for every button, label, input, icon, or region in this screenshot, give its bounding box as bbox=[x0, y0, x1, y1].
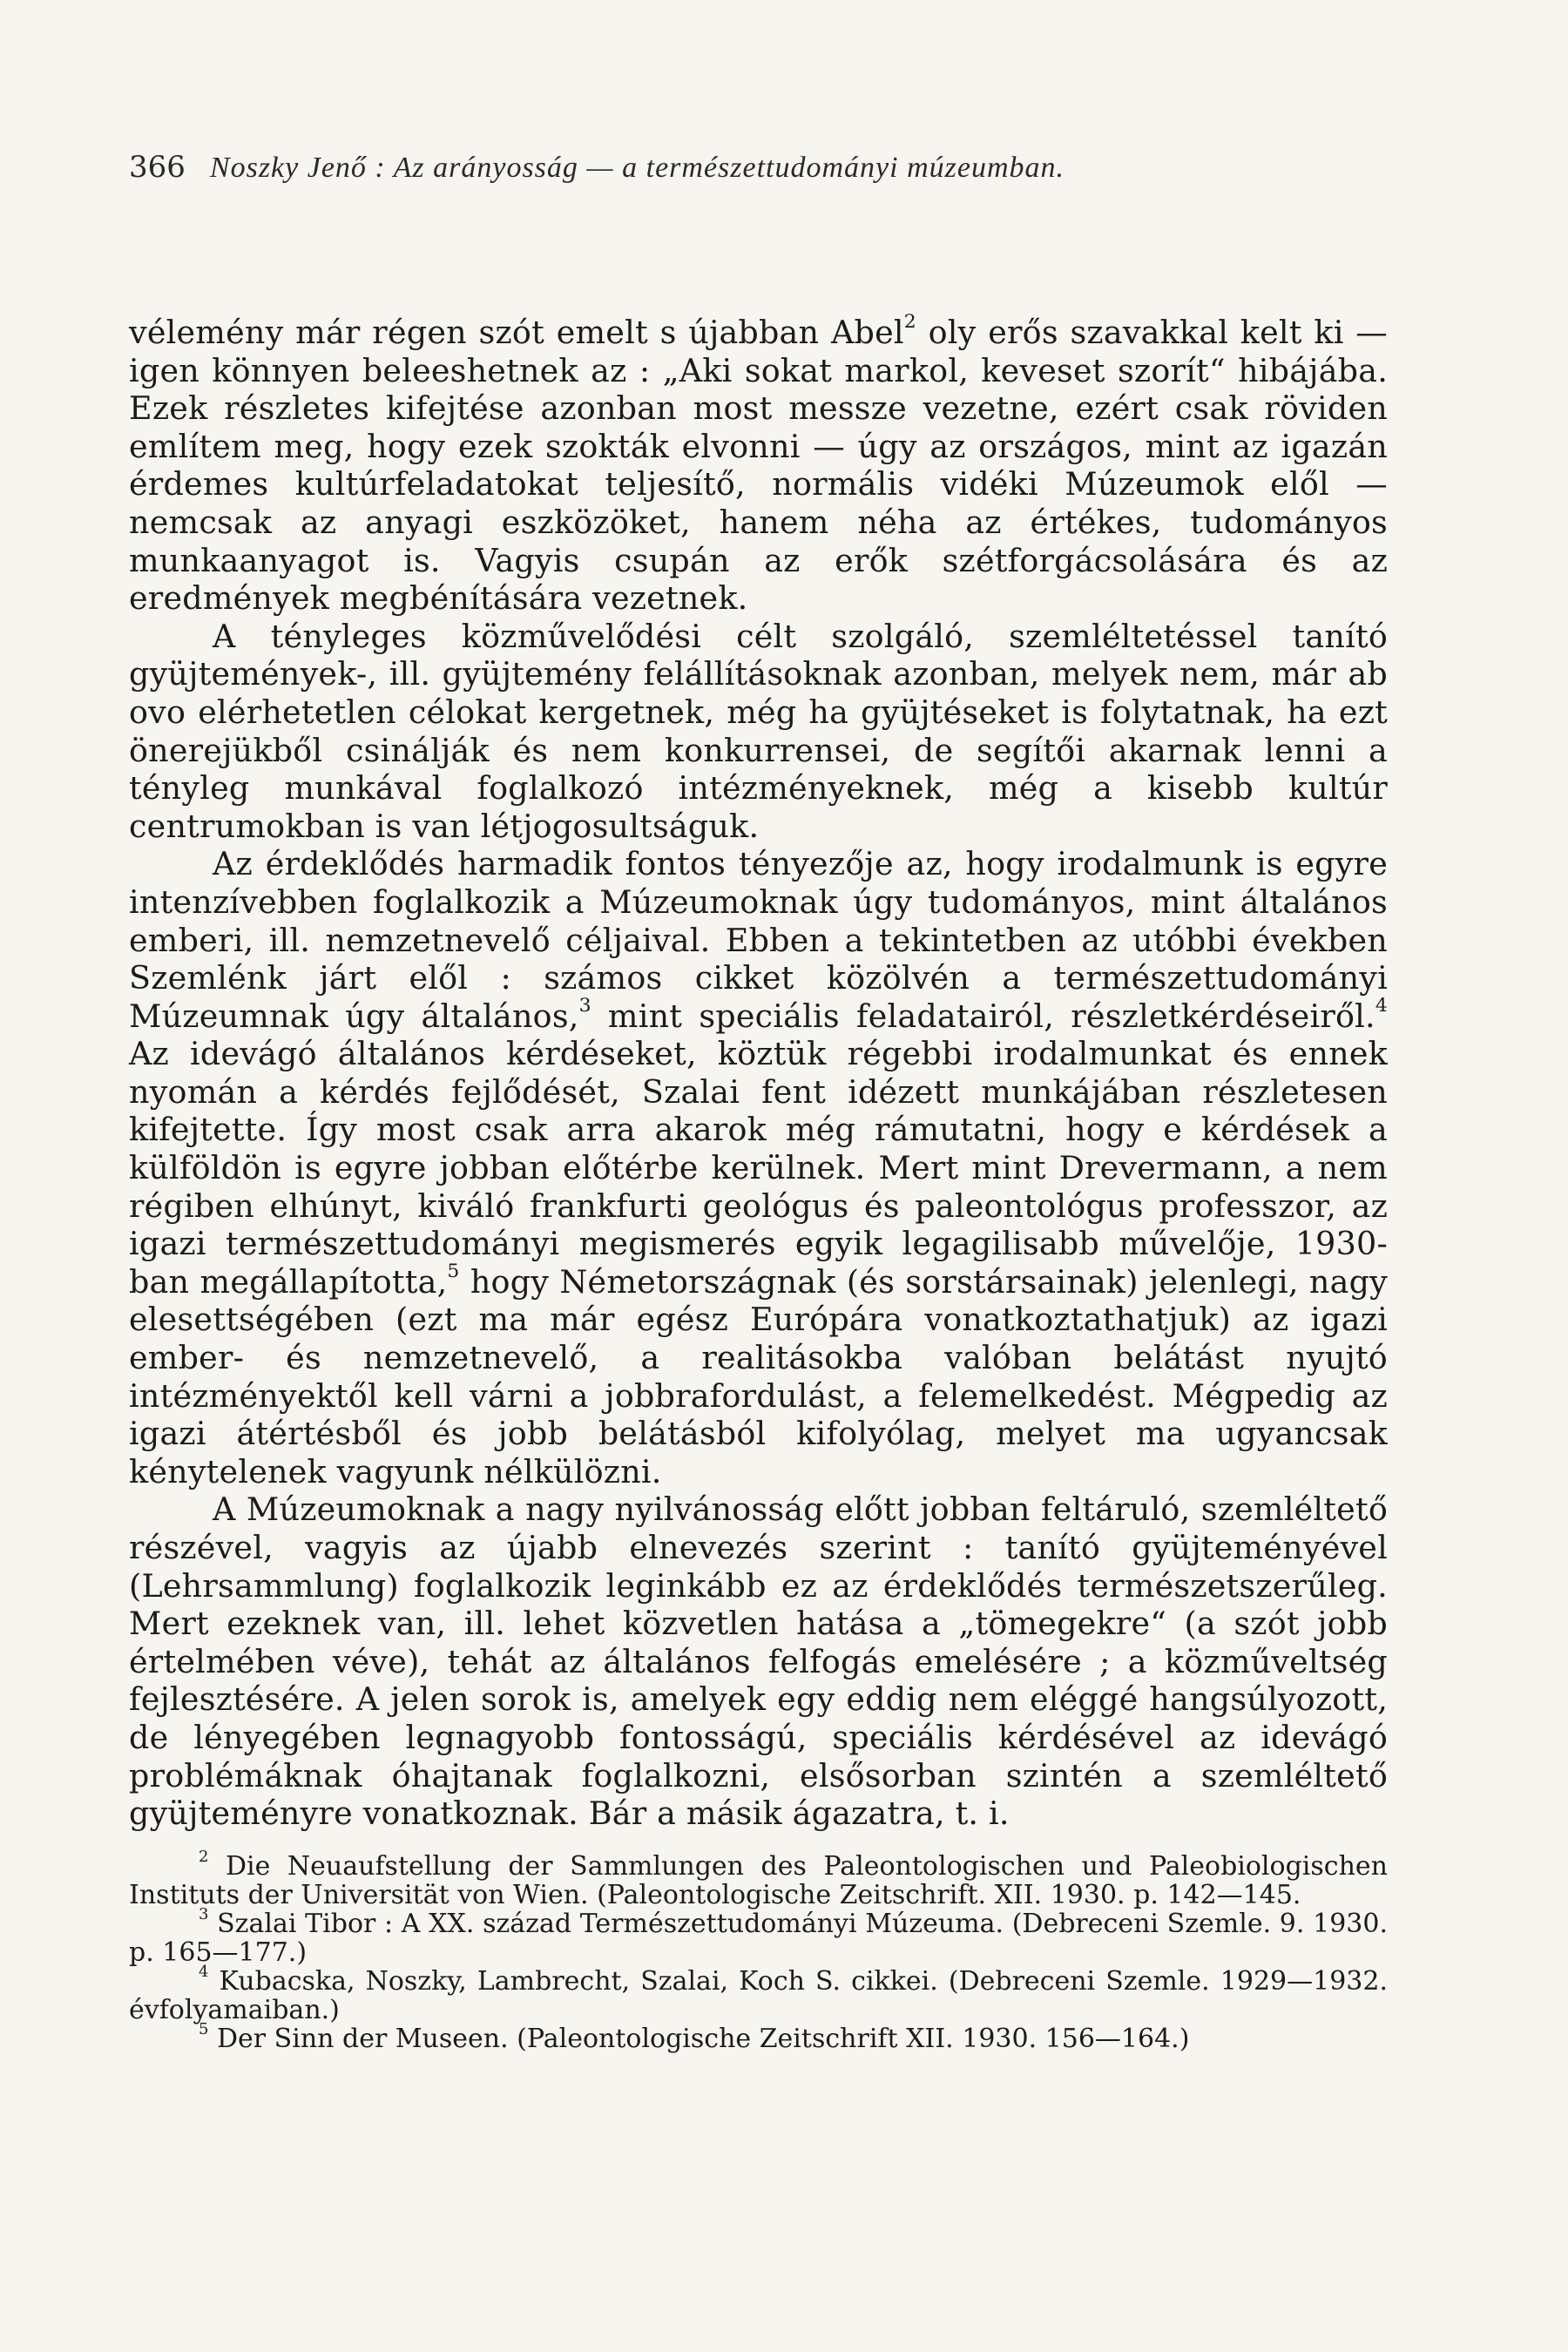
paragraph-1 bbox=[129, 311, 1389, 618]
footnote-text: Die Neuaufstellung der Sammlungen des Paleontologischen und Paleobiologischen Instituts der Universität von Wien. (Paleontologische Zeitschrift. XII. 1930. p. 142—145. bbox=[129, 1850, 1388, 1910]
paragraph-4: A Múzeumoknak a nagy nyilvánosság előtt jobban feltáruló, szemléltető részével, vagyis az újabb elnevezés szerint : tanító gyüjteményével (Lehrsammlung) foglalkozik leginkább ez az érdeklődés természetszerűleg. Mert ezeknek van, ill. lehet közvetlen hatása a „tömegekre“ (a szót jobb értelmében véve), tehát az általános felfogás emelésére ; a közműveltség fejlesztésére. A jelen sorok is, amelyek egy eddig nem eléggé hangsúlyozott, de lényegében legnagyobb fontosságú, speciális kérdésével az idevágó problémáknak óhajtanak foglalkozni, elsősorban szintén a szemléltető gyüjteményre vonatkoznak. Bár a másik ágazatra, t. i. bbox=[129, 1490, 1388, 1833]
text-run: vélemény már régen szót emelt s újabban Abel bbox=[129, 314, 904, 351]
footnote-3 bbox=[129, 1905, 1388, 1968]
footnote-4 bbox=[129, 1963, 1388, 2025]
footnote-ref-5: 5 bbox=[447, 1260, 460, 1283]
footnote-mark: 4 bbox=[199, 1963, 209, 1982]
text-run: hogy Németországnak (és sorstársainak) jelenlegi, nagy elesettségében (ezt ma már egész Európára vonatkoztathatjuk) az igazi ember- és nemzetnevelő, a realitásokba valóban belátást nyujtó intézményektől kell várni a jobbrafordulást, a felemelkedést. Mégpedig az igazi átértésből és jobb belátásból kifolyólag, melyet ma ugyancsak kénytelenek vagyunk nélkülözni. bbox=[129, 1262, 1388, 1490]
footnote-2 bbox=[129, 1848, 1388, 1910]
footnote-text: Kubacska, Noszky, Lambrecht, Szalai, Koch S. cikkei. (Debreceni Szemle. 1929—1932. évfolyamaiban.) bbox=[129, 1965, 1388, 2025]
footnote-text: Der Sinn der Museen. (Paleontologische Zeitschrift XII. 1930. 156—164.) bbox=[208, 2023, 1190, 2054]
footnote-ref-4: 4 bbox=[1375, 995, 1388, 1017]
page-number: 366 bbox=[129, 150, 186, 185]
footnote-mark: 2 bbox=[199, 1848, 209, 1867]
body-text bbox=[129, 311, 1389, 1833]
paragraph-3 bbox=[129, 845, 1388, 1490]
paragraph-2: A tényleges közművelődési célt szolgáló, szemléltetéssel tanító gyüjtemények-, ill. gyüjtemény felállításoknak azonban, melyek nem, már ab ovo elérhetetlen célokat kergetnek, még ha gyüjtéseket is folytatnak, ha ezt önerejükből csinálják és nem konkurrensei, de segítői akarnak lenni a tényleg munkával foglalkozó intézményeknek, még a kisebb kultúr centrumokban is van létjogosultságuk. bbox=[129, 617, 1388, 845]
footnote-5 bbox=[129, 2020, 1388, 2054]
running-head bbox=[129, 150, 1388, 185]
text-run: oly erős szavakkal kelt ki — igen könnyen beleeshetnek az : „Aki sokat markol, keveset szorít“ hibájába. Ezek részletes kifejtése azonban most messze vezetne, ezért csak röviden említem meg, hogy ezek szokták elvonni — úgy az országos, mint az igazán érdemes kultúrfeladatokat teljesítő, normális vidéki Múzeumok elől — nemcsak az anyagi eszközöket, hanem néha az értékes, tudományos munkaanyagot is. Vagyis csupán az erők szétforgácsolására és az eredmények megbénítására vezetnek. bbox=[129, 314, 1389, 618]
running-title: Noszky Jenő : Az arányosság — a természettudományi múzeumban. bbox=[209, 152, 1065, 184]
footnote-mark: 5 bbox=[199, 2020, 209, 2039]
text-run: Az érdeklődés harmadik fontos tényezője az, hogy irodalmunk is egyre intenzívebben foglalkozik a Múzeumoknak úgy tudományos, mint általános emberi, ill. nemzetnevelő céljaival. Ebben a tekintetben az utóbbi években Szemlénk járt elől : számos cikket közölvén a természettudományi Múzeumnak úgy általános, bbox=[129, 845, 1388, 1035]
footnote-ref-3: 3 bbox=[578, 995, 591, 1017]
text-run: Az idevágó általános kérdéseket, köztük régebbi irodalmunkat és ennek nyomán a kérdés fejlődését, Szalai fent idézett munkájában részletesen kifejtette. Így most csak arra akarok még rámutatni, hogy e kérdések a külföldön is egyre jobban előtérbe kerülnek. Mert mint Drevermann, a nem régiben elhúnyt, kiváló frankfurti geológus és paleontológus professzor, az igazi természettudományi megismerés egyik legagilisabb művelője, 1930-ban megállapította, bbox=[129, 1035, 1388, 1301]
footnotes bbox=[129, 1848, 1388, 2054]
text-run: mint speciális feladatairól, részletkérdéseiről. bbox=[591, 997, 1375, 1035]
footnote-text: Szalai Tibor : A XX. század Természettudományi Múzeuma. (Debreceni Szemle. 9. 1930. p. 165—177.) bbox=[129, 1908, 1388, 1968]
page bbox=[129, 150, 1388, 2053]
footnote-mark: 3 bbox=[199, 1905, 209, 1924]
footnote-ref-2: 2 bbox=[903, 311, 916, 334]
